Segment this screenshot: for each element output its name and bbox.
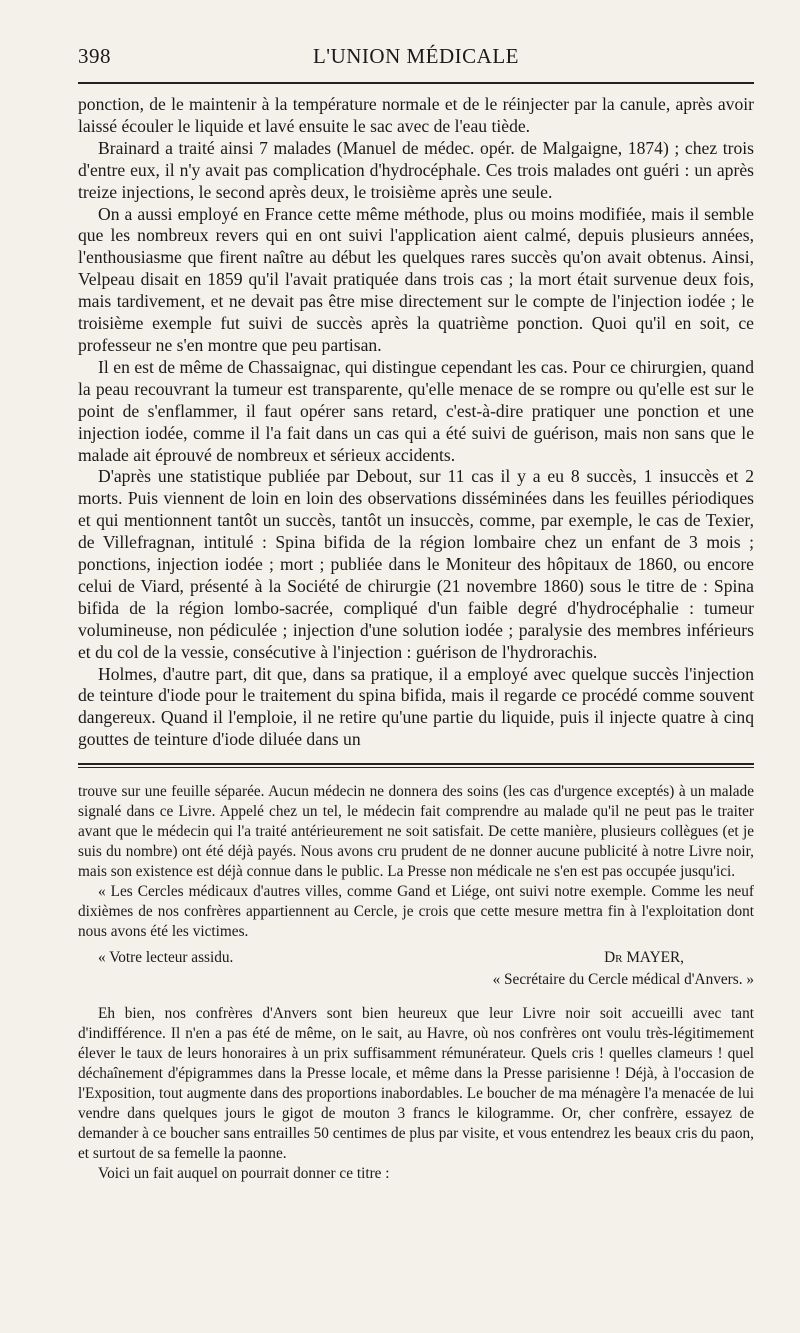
feuilleton-divider xyxy=(78,763,754,768)
feuilleton-paragraph: Voici un fait auquel on pourrait donner ce titre : xyxy=(98,1165,390,1183)
main-article xyxy=(78,94,754,751)
paragraph: Il en est de même de Chassaignac, qui distingue cependant les cas. Pour ce chirurgien, quand la peau recouvrant la tumeur est transparente, qu'elle menace de se rompre ou qu'elle est sur le point de s'enflammer, il faut opérer sans retard, c'est-à-dire pratiquer une ponction et une injection iodée, comme il l'a fait dans un cas qui a été suivi de guérison, mais non sans que le malade ait éprouvé de nombreux et sérieux accidents. xyxy=(78,356,754,465)
paragraph: ponction, de le maintenir à la température normale et de le réinjecter par la canule, après avoir laissé écouler le liquide et lavé ensuite le sac avec de l'eau tiède. xyxy=(78,94,754,136)
feuilleton-paragraph: trouve sur une feuille séparée. Aucun médecin ne donnera des soins (les cas d'urgence exceptés) à un malade signalé dans ce Livre. Appelé chez un tel, le médecin fait comprendre au malade qu'il ne peut pas le traiter avant que le médecin qui l'a traité antérieurement ne soit satisfait. De cette manière, plusieurs collègues (et je suis du nombre) ont été déjà payés. Nous avons cru prudent de ne donner aucune publicité à notre Livre noir, mais son existence est déjà connue dans le public. La Presse non médicale ne s'en est pas occupée jusqu'ici. xyxy=(78,783,754,881)
feuilleton-paragraph: Eh bien, nos confrères d'Anvers sont bien heureux que leur Livre noir soit accueilli avec tant d'indifférence. Il n'en a pas été de même, on le sait, au Havre, où nos confrères ont voulu très-légitimement élever le taux de leurs honoraires à un prix suffisamment rémunérateur. Quels cris ! quelles clameurs ! quel déchaînement d'épigrammes dans la Presse locale, et même dans la Presse parisienne ! Déjà, à l'occasion de l'Exposition, tout augmente dans des proportions inabordables. Le boucher de ma ménagère l'a menacée de lui vendre dans quelques jours le gigot de mouton 3 francs le kilogramme. Or, cher confrère, essayez de demander à ce boucher sans entrailles 50 centimes de plus par visite, et vous entendrez les beaux cris du paon, et surtout de sa femelle la paonne. xyxy=(78,1005,754,1163)
journal-title: L'UNION MÉDICALE xyxy=(312,44,519,68)
page xyxy=(78,44,754,1184)
signature-name: Dr MAYER, xyxy=(604,949,684,967)
running-header xyxy=(78,44,754,84)
feuilleton-paragraph: « Les Cercles médicaux d'autres villes, comme Gand et Liége, ont suivi notre exemple. Comme les neuf dixièmes de nos confrères appartiennent au Cercle, je crois que cette mesure mettra fin à l'exploitation dont nous avons été les victimes. xyxy=(78,883,754,941)
paragraph: Brainard a traité ainsi 7 malades (Manuel de médec. opér. de Malgaigne, 1874) ; chez trois d'entre eux, il n'y avait pas complication d'hydrocéphale. Ces trois malades ont guéri : un après treize injections, le second après deux, le troisième après une seule. xyxy=(78,137,754,202)
paragraph: Holmes, d'autre part, dit que, dans sa pratique, il a employé avec quelque succès l'injection de teinture d'iode pour le traitement du spina bifida, mais il regarde ce procédé comme souvent dangereux. Quand il l'emploie, il ne retire qu'une partie du liquide, puis il injecte quatre à cinq gouttes de teinture d'iode diluée dans un xyxy=(78,663,754,750)
closing-text: « Votre lecteur assidu. xyxy=(98,949,234,967)
feuilleton xyxy=(78,782,754,1184)
paragraph: D'après une statistique publiée par Debout, sur 11 cas il y a eu 8 succès, 1 insuccès et 2 morts. Puis viennent de loin en loin des observations disséminées dans les feuilles périodiques et qui mentionnent tantôt un succès, tantôt un insuccès, comme, par exemple, le cas de Texier, de Villefragnan, intitulé : Spina bifida de la région lombaire chez un enfant de 3 mois ; ponctions, injection iodée ; mort ; publiée dans le Moniteur des hôpitaux de 1860, ou encore celui de Viard, présenté à la Société de chirurgie (21 novembre 1860) sous le titre de : Spina bifida de la région lombo-sacrée, compliqué d'un faible degré d'hydrocéphalie : tumeur volumineuse, non pédiculée ; injection d'une solution iodée ; paralysie des membres inférieurs et du col de la vessie, consécutive à l'injection : guérison de l'hydrorachis. xyxy=(78,466,754,662)
paragraph: On a aussi employé en France cette même méthode, plus ou moins modifiée, mais il semble que les nombreux revers qui en ont suivi l'application aient calmé, depuis plusieurs années, l'enthousiasme que firent naître au début les quelques rares succès qu'on avait obtenus. Ainsi, Velpeau disait en 1859 qu'il l'avait pratiquée dans trois cas ; la mort était survenue deux fois, mais tardivement, et ne devait pas être mise directement sur le compte de l'injection iodée ; le troisième exemple fut suivi de succès après la quatrième ponction. Quoi qu'il en soit, ce professeur ne s'en montre que peu partisan. xyxy=(78,203,754,355)
page-number: 398 xyxy=(78,44,111,68)
letter-closing xyxy=(78,948,754,968)
signature-role: « Secrétaire du Cercle médical d'Anvers. » xyxy=(492,971,754,989)
